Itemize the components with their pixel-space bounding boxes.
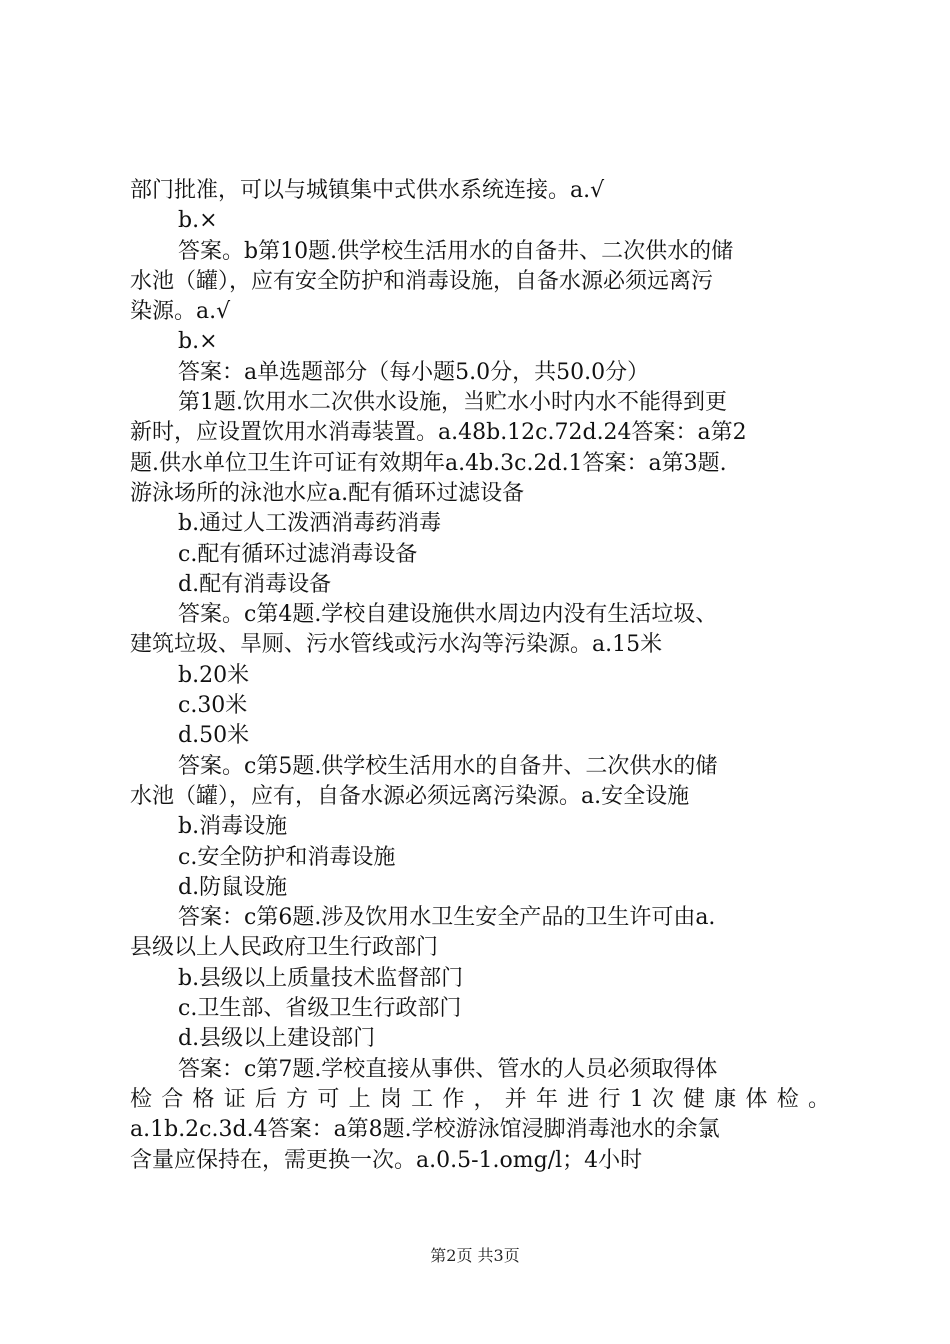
text-line: 答案：c第6题.涉及饮用水卫生安全产品的卫生许可由a. [178, 905, 716, 931]
text-line: 答案。c第4题.学校自建设施供水周边内没有生活垃圾、 [178, 602, 718, 628]
text-line: b.× [178, 329, 218, 355]
text-line: b.通过人工泼洒消毒药消毒 [178, 511, 442, 537]
text-line: 答案。b第10题.供学校生活用水的自备井、二次供水的储 [178, 238, 734, 264]
text-line: d.县级以上建设部门 [178, 1026, 376, 1052]
text-line: 含量应保持在，需更换一次。a.0.5-1.omg/l；4小时 [130, 1147, 643, 1173]
text-line: a.1b.2c.3d.4答案：a第8题.学校游泳馆浸脚消毒池水的余氯 [130, 1117, 720, 1143]
text-line: 新时，应设置饮用水消毒装置。a.48b.12c.72d.24答案：a第2 [130, 420, 747, 446]
text-line: d.配有消毒设备 [178, 571, 332, 597]
text-line: b.× [178, 208, 218, 234]
page-number: 第2页 共3页 [430, 1246, 520, 1265]
text-line: 水池（罐），应有，自备水源必须远离污染源。a.安全设施 [130, 783, 690, 809]
text-line: d.50米 [178, 723, 250, 749]
text-line: 检 合 格 证 后 方 可 上 岗 工 作 ， 并 年 进 行 1 次 健 康 体 检 。 [130, 1086, 830, 1112]
text-line: 县级以上人民政府卫生行政部门 [130, 935, 439, 961]
text-line: 答案。c第5题.供学校生活用水的自备井、二次供水的储 [178, 753, 718, 779]
text-line: b.20米 [178, 662, 250, 688]
text-line: c.卫生部、省级卫生行政部门 [178, 996, 462, 1022]
text-line: b.消毒设施 [178, 814, 288, 840]
text-line: d.防鼠设施 [178, 874, 288, 900]
text-line: 染源。a.√ [130, 299, 231, 325]
document-body [130, 176, 830, 1176]
text-line: 答案：a单选题部分（每小题5.0分，共50.0分） [178, 359, 650, 385]
page-footer [0, 1246, 950, 1266]
text-line: c.安全防护和消毒设施 [178, 844, 396, 870]
text-line: 第1题.饮用水二次供水设施，当贮水小时内水不能得到更 [178, 390, 727, 416]
text-line: 题.供水单位卫生许可证有效期年a.4b.3c.2d.1答案：a第3题. [130, 450, 727, 476]
text-line: 水池（罐），应有安全防护和消毒设施，自备水源必须远离污 [130, 268, 714, 294]
text-line: c.30米 [178, 693, 248, 719]
text-line: 游泳场所的泳池水应a.配有循环过滤设备 [130, 480, 525, 506]
text-line: 答案：c第7题.学校直接从事供、管水的人员必须取得体 [178, 1056, 718, 1082]
text-line: b.县级以上质量技术监督部门 [178, 965, 464, 991]
text-line: 部门批准，可以与城镇集中式供水系统连接。a.√ [130, 178, 605, 203]
text-line: c.配有循环过滤消毒设备 [178, 541, 418, 567]
text-line: 建筑垃圾、旱厕、污水管线或污水沟等污染源。a.15米 [130, 632, 663, 658]
